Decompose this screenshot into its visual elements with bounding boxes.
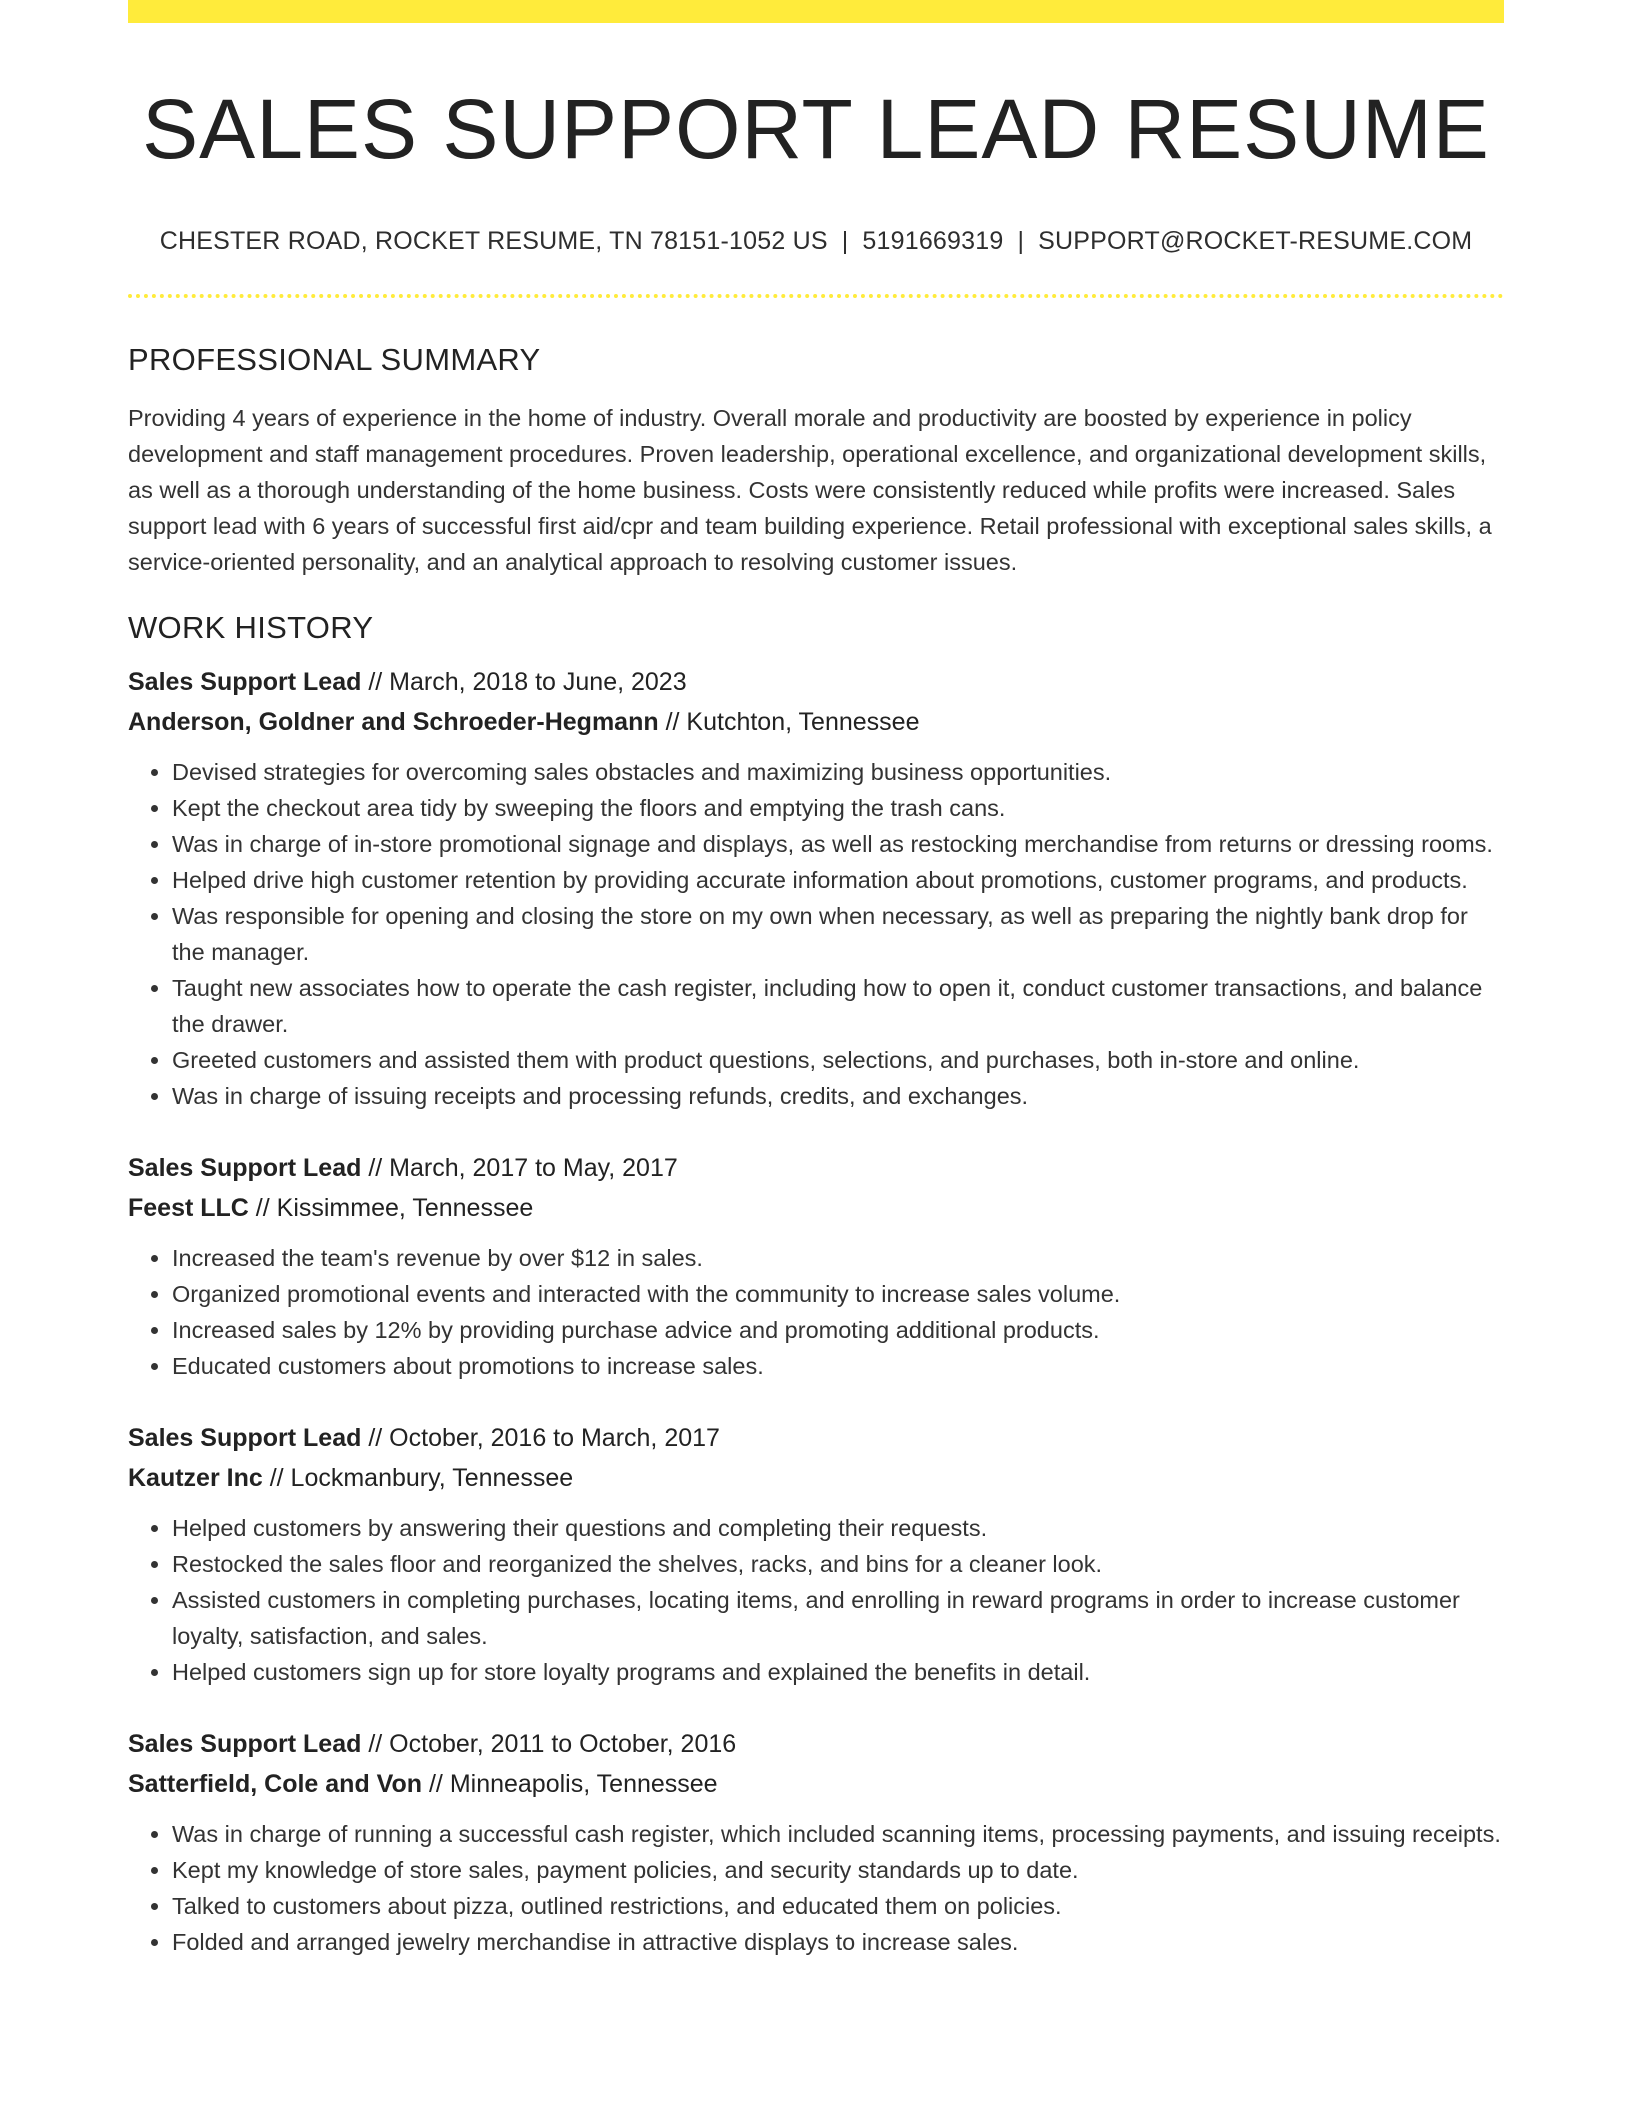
contact-phone: 5191669319 — [862, 227, 1004, 255]
job-entry — [128, 662, 1504, 1114]
job-duty-item: • Assisted customers in completing purchases, locating items, and enrolling in reward programs in order to increase customer loyalty, satisfaction, and sales. — [172, 1582, 1504, 1654]
contact-address: CHESTER ROAD, ROCKET RESUME, TN 78151-1052 US — [159, 227, 828, 255]
summary-heading: PROFESSIONAL SUMMARY — [128, 342, 541, 377]
job-duty-item: • Greeted customers and assisted them with product questions, selections, and purchases, both in-store and online. — [172, 1042, 1504, 1078]
job-duty-item: • Devised strategies for overcoming sales obstacles and maximizing business opportunities. — [172, 754, 1504, 790]
job-duty-item: • Kept my knowledge of store sales, payment policies, and security standards up to date. — [172, 1852, 1504, 1888]
job-duty-item: • Taught new associates how to operate the cash register, including how to open it, conduct customer transactions, and balance the drawer. — [172, 970, 1504, 1042]
job-company: Satterfield, Cole and Von — [128, 1770, 423, 1798]
job-role-line — [128, 1724, 1504, 1764]
job-duty-item: • Organized promotional events and interacted with the community to increase sales volume. — [172, 1276, 1504, 1312]
contact-email[interactable]: SUPPORT@ROCKET-RESUME.COM — [1038, 227, 1473, 255]
job-duties-list — [128, 1240, 1504, 1384]
job-entry — [128, 1724, 1504, 1960]
job-dates: // October, 2016 to March, 2017 — [361, 1424, 720, 1452]
job-duties-list — [128, 1510, 1504, 1690]
job-duty-item: • Helped customers by answering their questions and completing their requests. — [172, 1510, 1504, 1546]
accent-top-bar — [128, 0, 1504, 23]
job-entry — [128, 1148, 1504, 1384]
job-role: Sales Support Lead — [128, 1154, 362, 1182]
job-role: Sales Support Lead — [128, 668, 362, 696]
job-company-line — [128, 1458, 1504, 1498]
job-duty-item: • Was responsible for opening and closing the store on my own when necessary, as well as preparing the nightly bank drop for the manager. — [172, 898, 1504, 970]
job-duty-item: • Increased the team's revenue by over $12 in sales. — [172, 1240, 1504, 1276]
job-dates: // March, 2017 to May, 2017 — [361, 1154, 678, 1182]
contact-separator: | — [1017, 227, 1025, 255]
dotted-divider — [128, 294, 1504, 298]
job-duty-item: • Was in charge of running a successful cash register, which included scanning items, processing payments, and issuing receipts. — [172, 1816, 1504, 1852]
job-duty-item: • Was in charge of in-store promotional signage and displays, as well as restocking merchandise from returns or dressing rooms. — [172, 826, 1504, 862]
job-company-line — [128, 1188, 1504, 1228]
job-duty-item: • Folded and arranged jewelry merchandise in attractive displays to increase sales. — [172, 1924, 1504, 1960]
job-location: // Kissimmee, Tennessee — [248, 1194, 534, 1222]
work-history-heading: WORK HISTORY — [128, 610, 374, 645]
job-duty-item: • Restocked the sales floor and reorganized the shelves, racks, and bins for a cleaner look. — [172, 1546, 1504, 1582]
job-duty-item: • Was in charge of issuing receipts and processing refunds, credits, and exchanges. — [172, 1078, 1504, 1114]
contact-line — [128, 227, 1504, 256]
job-role-line — [128, 1148, 1504, 1188]
resume-page — [128, 0, 1504, 1960]
job-role-line — [128, 1418, 1504, 1458]
job-duty-item: • Increased sales by 12% by providing purchase advice and promoting additional products. — [172, 1312, 1504, 1348]
summary-text: Providing 4 years of experience in the home of industry. Overall morale and productivity are boosted by experience in policy development and staff management procedures. Proven leadership, operational excellence, and organizational development skills, as well as a thorough understanding of the home business. Costs were consistently reduced while profits were increased. Sales support lead with 6 years of successful first aid/cpr and team building experience. Retail professional with exceptional sales skills, a service-oriented personality, and an analytical approach to resolving customer issues. — [128, 405, 1492, 575]
job-duties-list — [128, 754, 1504, 1114]
contact-separator: | — [841, 227, 849, 255]
job-dates: // March, 2018 to June, 2023 — [361, 668, 687, 696]
work-history-list — [128, 662, 1504, 1960]
job-company-line — [128, 1764, 1504, 1804]
job-company: Kautzer Inc — [128, 1464, 263, 1492]
job-duty-item: • Helped customers sign up for store loyalty programs and explained the benefits in detail. — [172, 1654, 1504, 1690]
job-role-line — [128, 662, 1504, 702]
job-role: Sales Support Lead — [128, 1424, 362, 1452]
job-duties-list — [128, 1816, 1504, 1960]
job-role: Sales Support Lead — [128, 1730, 362, 1758]
job-duty-item: • Helped drive high customer retention by providing accurate information about promotions, customer programs, and products. — [172, 862, 1504, 898]
job-location: // Kutchton, Tennessee — [658, 708, 920, 736]
job-company: Anderson, Goldner and Schroeder-Hegmann — [128, 708, 659, 736]
job-dates: // October, 2011 to October, 2016 — [361, 1730, 737, 1758]
job-location: // Minneapolis, Tennessee — [422, 1770, 718, 1798]
job-company-line — [128, 702, 1504, 742]
job-company: Feest LLC — [128, 1194, 249, 1222]
resume-title: SALES SUPPORT LEAD RESUME — [142, 82, 1490, 176]
job-location: // Lockmanbury, Tennessee — [262, 1464, 574, 1492]
job-entry — [128, 1418, 1504, 1690]
job-duty-item: • Educated customers about promotions to increase sales. — [172, 1348, 1504, 1384]
job-duty-item: • Kept the checkout area tidy by sweeping the floors and emptying the trash cans. — [172, 790, 1504, 826]
job-duty-item: • Talked to customers about pizza, outlined restrictions, and educated them on policies. — [172, 1888, 1504, 1924]
